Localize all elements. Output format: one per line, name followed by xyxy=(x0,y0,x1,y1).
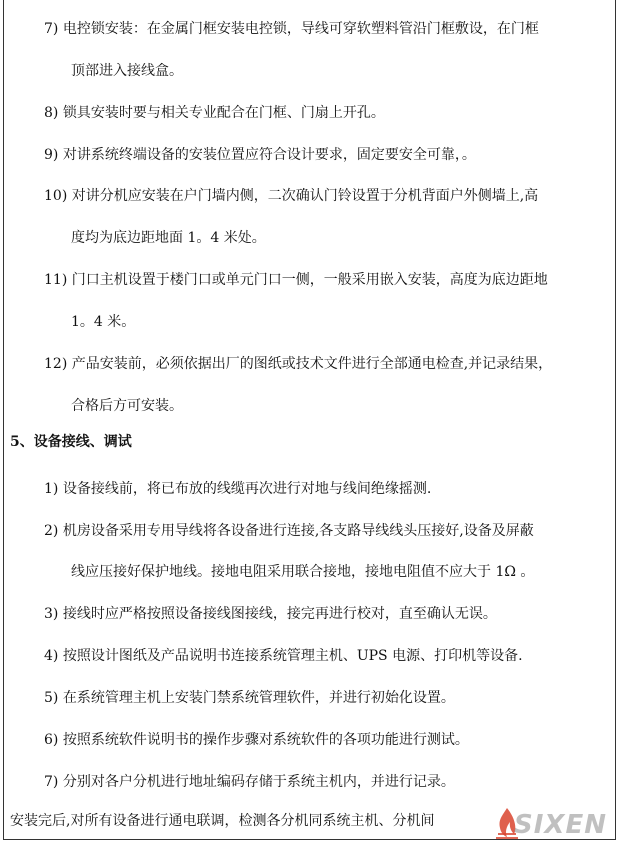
watermark-text: SIXEN xyxy=(514,810,607,840)
install-item-12-line2: 合格后方可安装。 xyxy=(71,398,183,414)
wiring-item-6: 6) 按照系统软件说明书的操作步骤对系统软件的各项功能进行测试。 xyxy=(44,732,469,748)
wiring-item-2-line1: 2) 机房设备采用专用导线将各设备进行连接,各支路导线线头压接好,设备及屏蔽 xyxy=(44,523,534,539)
install-item-9: 9) 对讲系统终端设备的安装位置应符合设计要求，固定要安全可靠，。 xyxy=(44,147,476,163)
install-item-10-line2: 度均为底边距地面 1。4 米处。 xyxy=(71,230,266,246)
install-item-7-line1: 7) 电控锁安装：在金属门框安装电控锁，导线可穿软塑料管沿门框敷设，在门框 xyxy=(44,21,539,37)
page-frame xyxy=(3,0,616,840)
wiring-item-7: 7) 分别对各户分机进行地址编码存储于系统主机内，并进行记录。 xyxy=(44,774,455,790)
wiring-item-2-line2: 线应压接好保护地线。接地电阻采用联合接地，接地电阻值不应大于 1Ω 。 xyxy=(71,564,535,580)
closing-text: 安装完后,对所有设备进行通电联调，检测各分机同系统主机、分机间 xyxy=(10,813,435,829)
install-item-11-line2: 1。4 米。 xyxy=(71,314,136,330)
install-item-7-line2: 顶部进入接线盒。 xyxy=(71,63,183,79)
section-heading: 5、设备接线、调试 xyxy=(10,434,132,450)
wiring-item-3: 3) 接线时应严格按照设备接线图接线，接完再进行校对，直至确认无误。 xyxy=(44,606,497,622)
install-item-11-line1: 11) 门口主机设置于楼门口或单元门口一侧，一般采用嵌入安装，高度为底边距地 xyxy=(44,272,548,288)
wiring-item-5: 5) 在系统管理主机上安装门禁系统管理软件，并进行初始化设置。 xyxy=(44,690,455,706)
wiring-item-4: 4) 按照设计图纸及产品说明书连接系统管理主机、UPS 电源、打印机等设备. xyxy=(44,648,523,664)
install-item-8: 8) 锁具安装时要与相关专业配合在门框、门扇上开孔。 xyxy=(44,105,385,121)
install-item-10-line1: 10) 对讲分机应安装在户门墙内侧，二次确认门铃设置于分机背面户外侧墙上,高 xyxy=(44,188,539,204)
wiring-item-1: 1) 设备接线前，将已布放的线缆再次进行对地与线间绝缘摇测. xyxy=(44,481,432,497)
install-item-12-line1: 12) 产品安装前，必须依据出厂的图纸或技术文件进行全部通电检查,并记录结果， xyxy=(44,356,553,372)
watermark-logo xyxy=(492,804,614,842)
